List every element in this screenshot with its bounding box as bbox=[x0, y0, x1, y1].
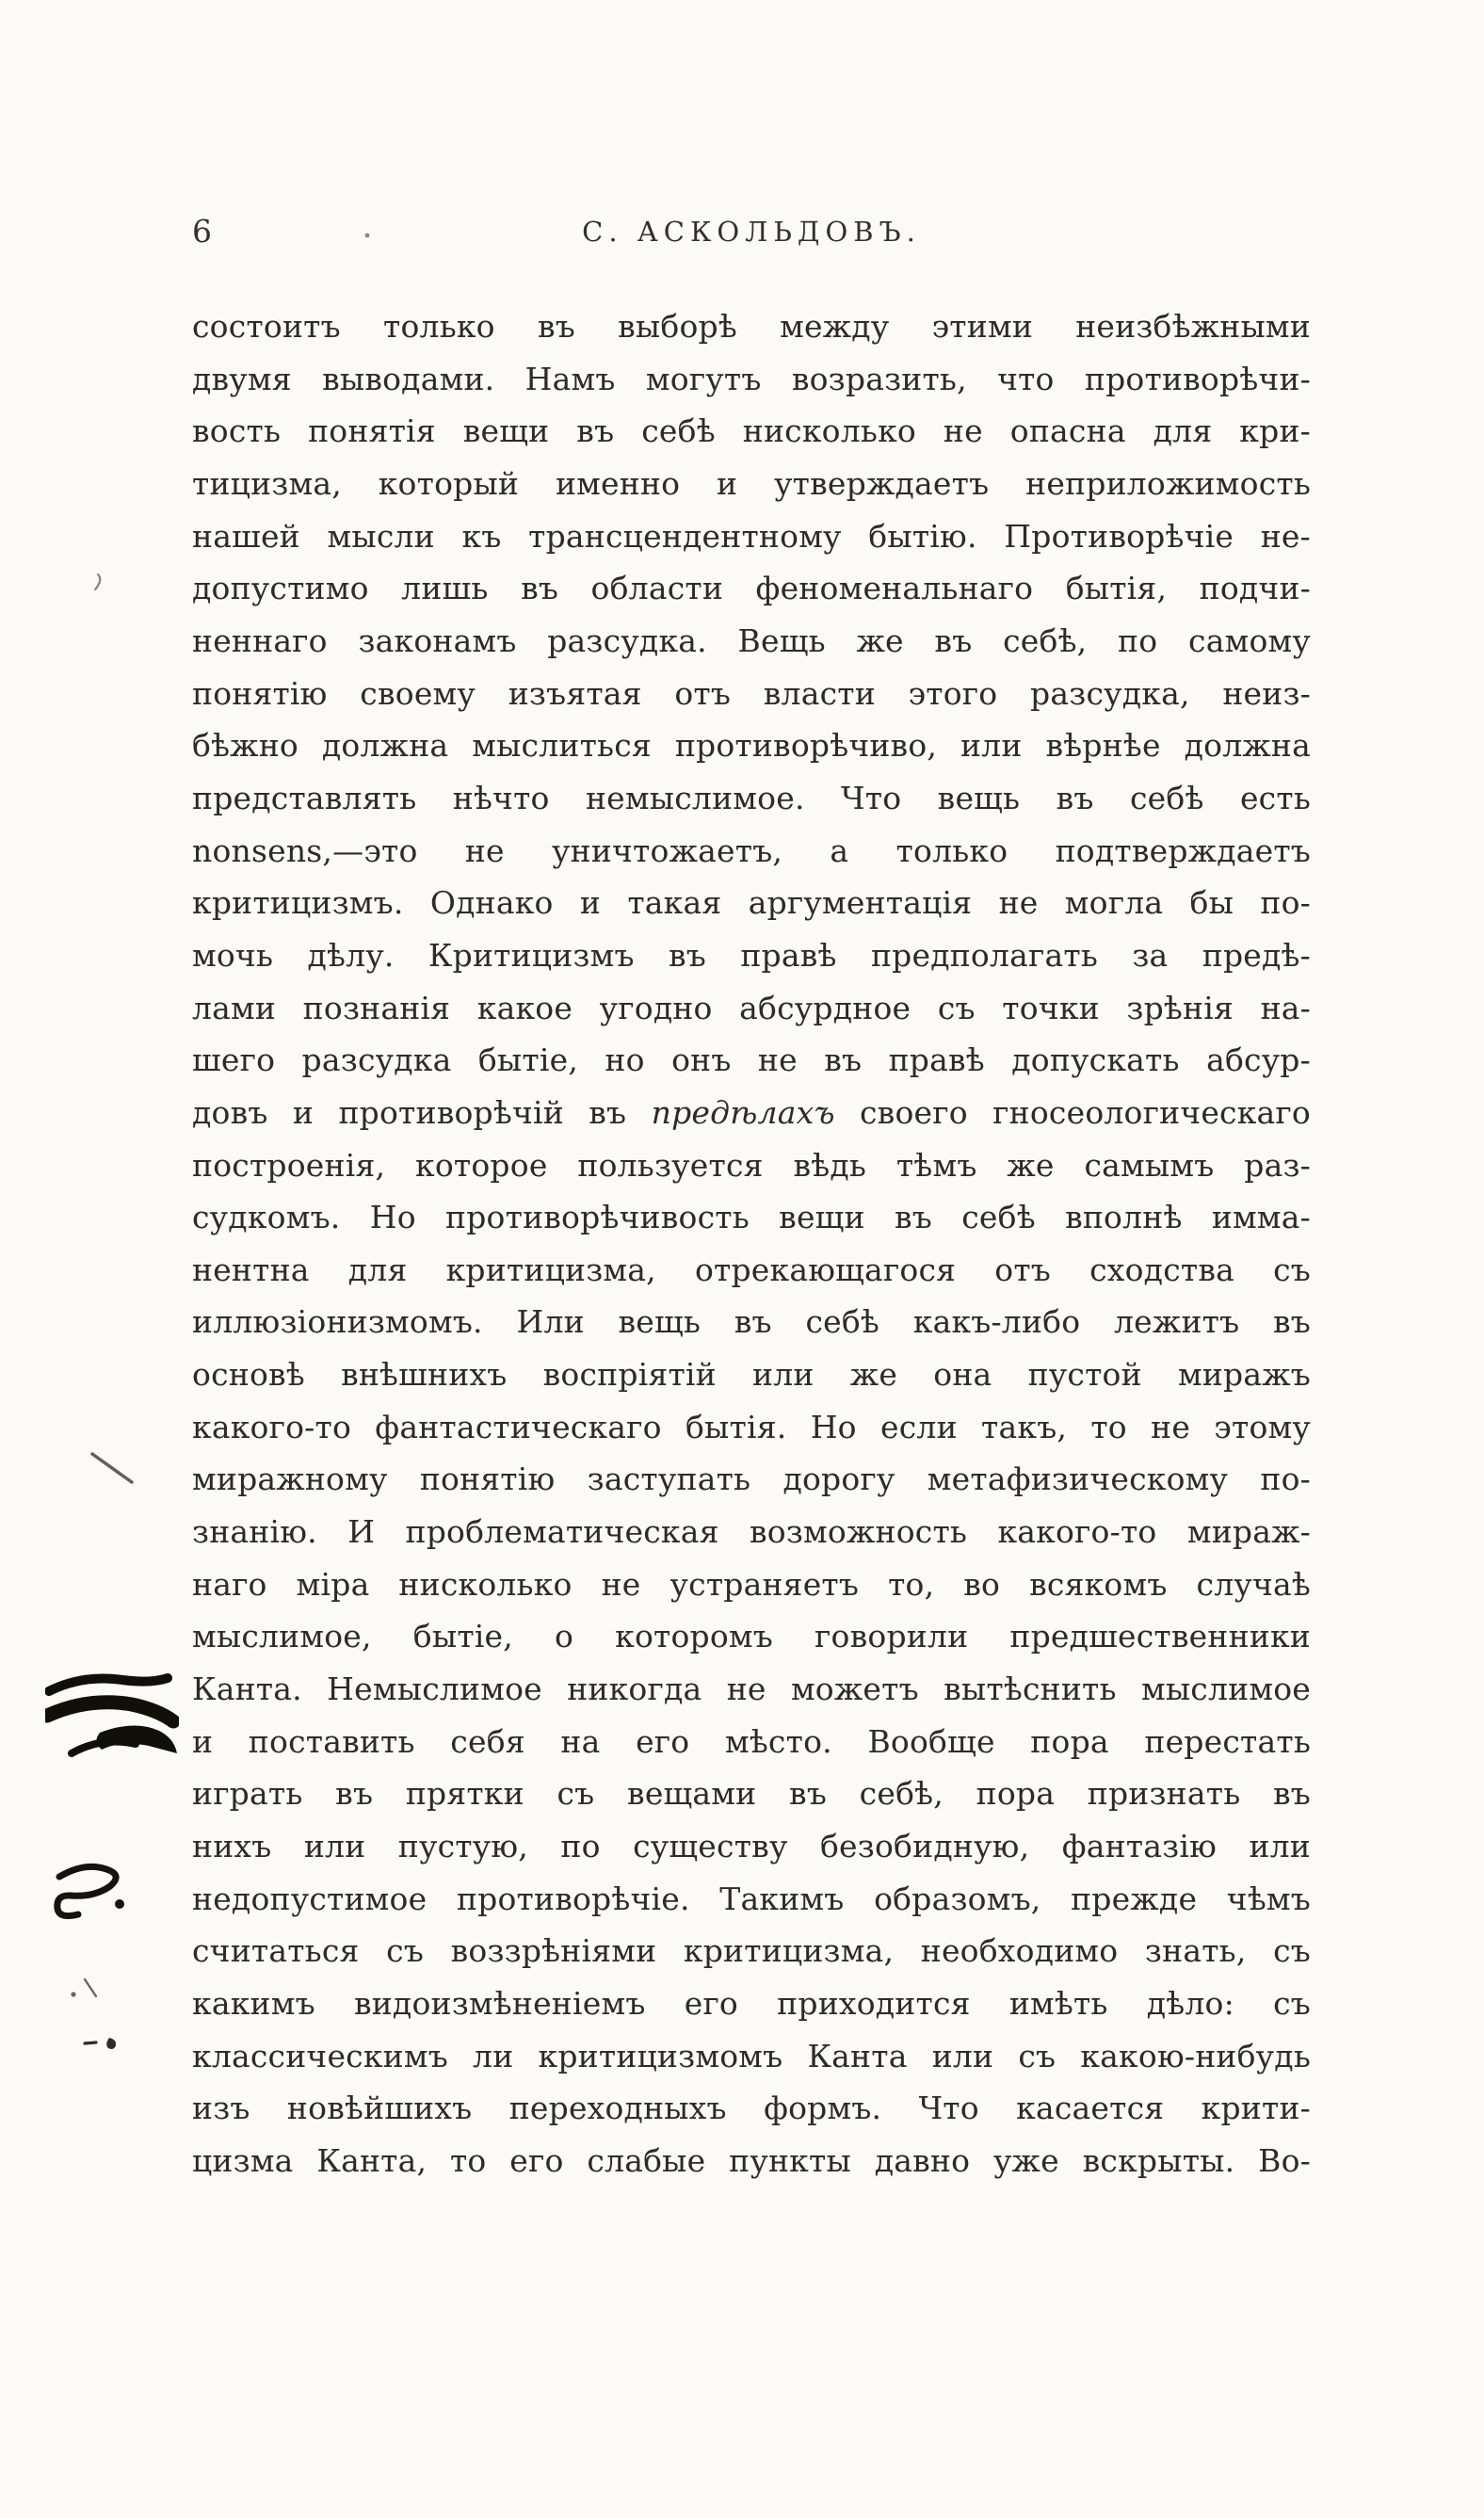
page-number: 6 bbox=[192, 213, 212, 250]
text-line: считаться съ воззрѣніями критицизма, необходимо знать, съ bbox=[192, 1932, 1311, 1970]
ink-blot-arrow-mark bbox=[45, 1667, 179, 1778]
text-line: недопустимое противорѣчіе. Такимъ образомъ, прежде чѣмъ bbox=[192, 1880, 1311, 1917]
text-line: нентна для критицизма, отрекающагося отъ сходства съ bbox=[192, 1251, 1311, 1288]
text-line: мочь дѣлу. Критицизмъ въ правѣ предполагать за предѣ- bbox=[192, 936, 1311, 974]
ink-speck-pair-mark bbox=[70, 1976, 104, 2004]
text-line: nonsens,—это не уничтожаетъ, а только подтверждаетъ bbox=[192, 831, 1311, 869]
text-line: какимъ видоизмѣненіемъ его приходится имѣть дѣло: съ bbox=[192, 1985, 1311, 2022]
text-line: представлять нѣчто немыслимое. Что вещь въ себѣ есть bbox=[192, 779, 1311, 816]
text-line: мыслимое, бытіе, о которомъ говорили предшественники bbox=[192, 1618, 1311, 1655]
emphasized-word: предѣлахъ bbox=[651, 1093, 835, 1131]
text-line: знанію. И проблематическая возможность какого-то мираж- bbox=[192, 1513, 1311, 1551]
text-line: критицизмъ. Однако и такая аргументація не могла бы по- bbox=[192, 884, 1311, 922]
text-line: изъ новѣйшихъ переходныхъ формъ. Что касается крити- bbox=[192, 2090, 1311, 2127]
text-line: какого-то фантастическаго бытія. Но если такъ, то не этому bbox=[192, 1408, 1311, 1445]
ink-comma-speck-mark bbox=[92, 573, 105, 591]
text-line: допустимо лишь въ области феноменальнаго бытія, подчи- bbox=[192, 570, 1311, 607]
running-header: С. АСКОЛЬДОВЪ. bbox=[582, 216, 921, 248]
text-line: понятію своему изъятая отъ власти этого разсудка, неиз- bbox=[192, 674, 1311, 712]
text-line: шего разсудка бытіе, но онъ не въ правѣ допускать абсур- bbox=[192, 1041, 1311, 1079]
text-line: нихъ или пустую, по существу безобидную, фантазію или bbox=[192, 1828, 1311, 1865]
text-line: Канта. Немыслимое никогда не можетъ вытѣснить мыслимое bbox=[192, 1671, 1311, 1708]
text-line: состоитъ только въ выборѣ между этими неизбѣжными bbox=[192, 308, 1311, 345]
text-line: и поставить себя на его мѣсто. Вообще пора перестать bbox=[192, 1722, 1311, 1760]
ink-dash-dot-mark bbox=[83, 2032, 122, 2055]
text-line: вость понятія вещи въ себѣ нисколько не опасна для кри- bbox=[192, 412, 1311, 450]
body-text bbox=[192, 300, 1311, 2187]
text-line: двумя выводами. Намъ могутъ возразить, что противорѣчи- bbox=[192, 360, 1311, 397]
text-line: тицизма, который именно и утверждаетъ неприложимость bbox=[192, 464, 1311, 502]
text-line: судкомъ. Но противорѣчивость вещи въ себѣ вполнѣ имма- bbox=[192, 1199, 1311, 1236]
text-line: цизма Канта, то его слабые пункты давно уже вскрыты. Во- bbox=[192, 2141, 1311, 2179]
text-line: играть въ прятки съ вещами въ себѣ, пора признать въ bbox=[192, 1775, 1311, 1813]
text-line: основѣ внѣшнихъ воспріятій или же она пустой миражъ bbox=[192, 1356, 1311, 1394]
pen-stroke-diagonal-mark bbox=[89, 1450, 135, 1488]
text-line: нашей мысли къ трансцендентному бытію. Противорѣчіе не- bbox=[192, 517, 1311, 555]
text-segment: довъ и противорѣчій въ bbox=[192, 1093, 652, 1131]
text-line: классическимъ ли критицизмомъ Канта или съ какою-нибудь bbox=[192, 2037, 1311, 2074]
text-line: построенія, которое пользуется вѣдь тѣмъ же самымъ раз- bbox=[192, 1146, 1311, 1184]
text-line: наго міра нисколько не устраняетъ то, во всякомъ случаѣ bbox=[192, 1565, 1311, 1603]
text-segment: своего гносеологическаго bbox=[834, 1093, 1311, 1131]
text-line: лами познанія какое угодно абсурдное съ точки зрѣнія на- bbox=[192, 989, 1311, 1026]
text-line: бѣжно должна мыслиться противорѣчиво, или вѣрнѣе должна bbox=[192, 727, 1311, 765]
text-line: неннаго законамъ разсудка. Вещь же въ себѣ, по самому bbox=[192, 621, 1311, 659]
text-line: миражному понятію заступать дорогу метафизическому по- bbox=[192, 1461, 1311, 1498]
ink-squiggle-mark bbox=[52, 1860, 135, 1933]
text-line bbox=[192, 1087, 1311, 1139]
text-line: иллюзіонизмомъ. Или вещь въ себѣ какъ-либо лежитъ въ bbox=[192, 1303, 1311, 1341]
